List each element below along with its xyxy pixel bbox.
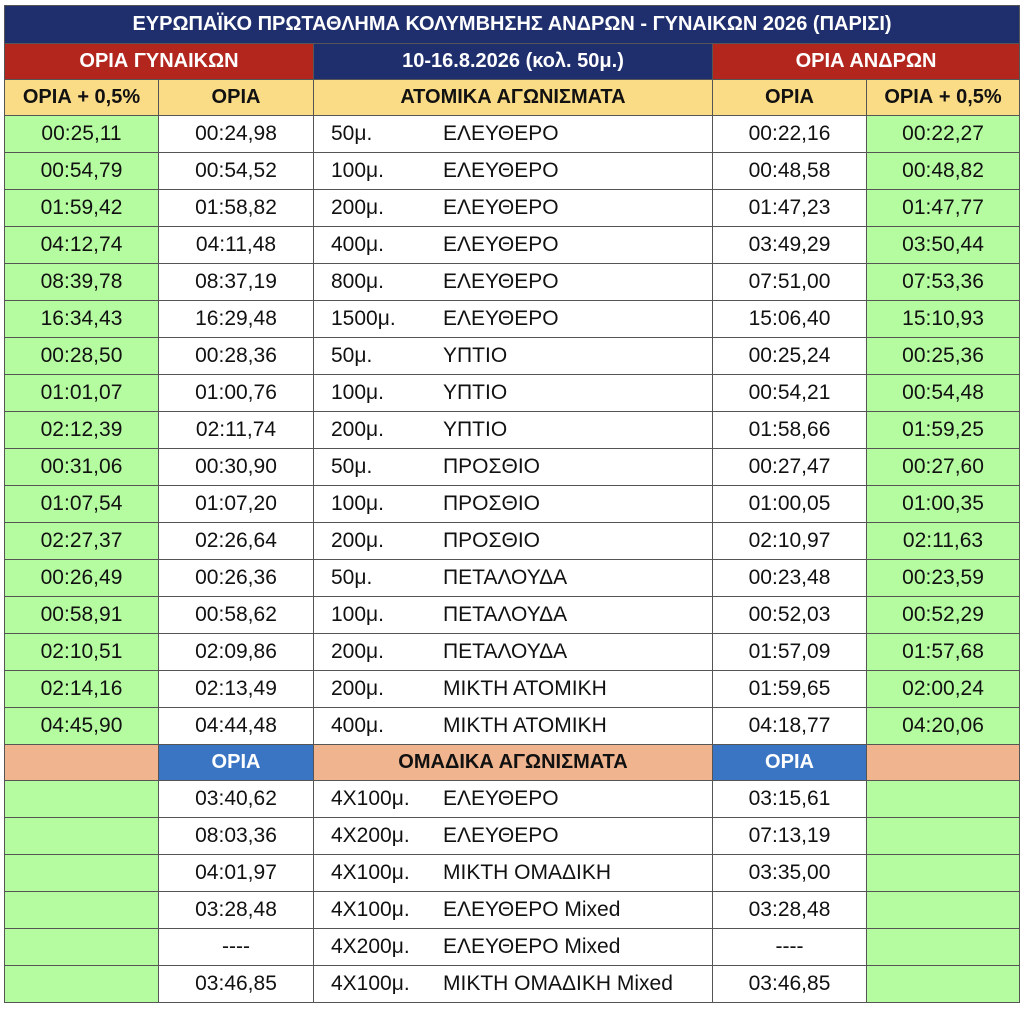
- event-stroke: ΠΡΟΣΘΙΟ: [443, 455, 540, 478]
- event-cell: [314, 190, 713, 227]
- event-cell: [314, 560, 713, 597]
- individual-event-row: [5, 338, 1020, 375]
- men-limit-time: 00:48,58: [713, 153, 867, 190]
- qualifying-times-table: [4, 5, 1020, 1003]
- men-limit-time: 00:27,47: [713, 449, 867, 486]
- men-limit-time: 01:58,66: [713, 412, 867, 449]
- women-limit-header: ΟΡΙΑ: [159, 80, 314, 116]
- event-cell: [314, 892, 713, 929]
- title-row: [5, 6, 1020, 44]
- event-cell: [314, 597, 713, 634]
- men-limit-time: 01:00,05: [713, 486, 867, 523]
- event-stroke: ΥΠΤΙΟ: [443, 418, 508, 441]
- women-plus-time: 01:01,07: [5, 375, 159, 412]
- event-stroke: ΜΙΚΤΗ ΑΤΟΜΙΚΗ: [443, 677, 607, 700]
- team-women-limit-time: 08:03,36: [159, 818, 314, 855]
- event-distance: 50μ.: [331, 566, 373, 589]
- event-distance: 4Χ200μ.: [331, 935, 410, 958]
- team-blank-cell: [5, 781, 159, 818]
- team-event-row: [5, 966, 1020, 1003]
- column-header-row: [5, 80, 1020, 116]
- team-blank-cell: [867, 929, 1020, 966]
- event-stroke: ΜΙΚΤΗ ΟΜΑΔΙΚΗ Mixed: [443, 972, 673, 995]
- event-stroke: ΜΙΚΤΗ ΑΤΟΜΙΚΗ: [443, 714, 607, 737]
- team-blank-cell: [5, 855, 159, 892]
- championship-title: ΕΥΡΩΠΑΪΚΟ ΠΡΩΤΑΘΛΗΜΑ ΚΟΛΥΜΒΗΣΗΣ ΑΝΔΡΩΝ - ΓΥΝΑΙΚΩΝ 2026 (ΠΑΡΙΣΙ): [5, 6, 1020, 44]
- women-plus-time: 08:39,78: [5, 264, 159, 301]
- men-plus-time: 02:00,24: [867, 671, 1020, 708]
- team-header-row: [5, 745, 1020, 781]
- men-limit-time: 00:52,03: [713, 597, 867, 634]
- women-plus-time: 00:26,49: [5, 560, 159, 597]
- event-distance: 200μ.: [331, 677, 384, 700]
- individual-events-header: ΑΤΟΜΙΚΑ ΑΓΩΝΙΣΜΑΤΑ: [314, 80, 713, 116]
- event-cell: [314, 116, 713, 153]
- event-distance: 1500μ.: [331, 307, 396, 330]
- team-blank-cell: [867, 892, 1020, 929]
- event-cell: [314, 929, 713, 966]
- event-stroke: ΕΛΕΥΘΕΡΟ: [443, 196, 559, 219]
- men-limit-time: 00:25,24: [713, 338, 867, 375]
- individual-event-row: [5, 375, 1020, 412]
- men-plus-time: 04:20,06: [867, 708, 1020, 745]
- men-plus-time: 00:25,36: [867, 338, 1020, 375]
- men-limit-time: 02:10,97: [713, 523, 867, 560]
- individual-event-row: [5, 227, 1020, 264]
- women-limit-time: 08:37,19: [159, 264, 314, 301]
- team-men-limit-time: 03:46,85: [713, 966, 867, 1003]
- event-distance: 4Χ100μ.: [331, 861, 410, 884]
- event-cell: [314, 781, 713, 818]
- team-women-limit-time: 03:40,62: [159, 781, 314, 818]
- team-blank-cell: [5, 966, 159, 1003]
- event-distance: 200μ.: [331, 196, 384, 219]
- women-limit-time: 00:26,36: [159, 560, 314, 597]
- event-distance: 100μ.: [331, 603, 384, 626]
- event-cell: [314, 264, 713, 301]
- event-distance: 100μ.: [331, 159, 384, 182]
- team-men-limit-header: ΟΡΙΑ: [713, 745, 867, 781]
- women-plus-time: 02:27,37: [5, 523, 159, 560]
- men-plus-time: 00:48,82: [867, 153, 1020, 190]
- men-limit-time: 00:54,21: [713, 375, 867, 412]
- women-plus-time: 00:31,06: [5, 449, 159, 486]
- team-women-limit-header: ΟΡΙΑ: [159, 745, 314, 781]
- team-event-row: [5, 781, 1020, 818]
- women-limit-time: 02:11,74: [159, 412, 314, 449]
- individual-event-row: [5, 190, 1020, 227]
- women-limit-time: 01:00,76: [159, 375, 314, 412]
- men-limits-header: ΟΡΙΑ ΑΝΔΡΩΝ: [713, 44, 1020, 80]
- event-stroke: ΠΕΤΑΛΟΥΔΑ: [443, 566, 568, 589]
- event-cell: [314, 634, 713, 671]
- team-event-row: [5, 929, 1020, 966]
- team-blank-cell: [867, 855, 1020, 892]
- event-distance: 4Χ100μ.: [331, 787, 410, 810]
- team-women-limit-time: ----: [159, 929, 314, 966]
- men-plus-time: 03:50,44: [867, 227, 1020, 264]
- team-blank-cell: [867, 818, 1020, 855]
- women-limit-time: 02:13,49: [159, 671, 314, 708]
- men-limit-time: 01:47,23: [713, 190, 867, 227]
- individual-event-row: [5, 449, 1020, 486]
- event-stroke: ΠΡΟΣΘΙΟ: [443, 529, 540, 552]
- event-distance: 4Χ100μ.: [331, 972, 410, 995]
- event-cell: [314, 301, 713, 338]
- men-plus-time: 01:57,68: [867, 634, 1020, 671]
- team-men-limit-time: 07:13,19: [713, 818, 867, 855]
- event-distance: 200μ.: [331, 418, 384, 441]
- qualifying-times-sheet: [4, 5, 1019, 1003]
- event-stroke: ΠΕΤΑΛΟΥΔΑ: [443, 640, 568, 663]
- women-limit-time: 01:07,20: [159, 486, 314, 523]
- event-stroke: ΜΙΚΤΗ ΟΜΑΔΙΚΗ: [443, 861, 612, 884]
- event-stroke: ΕΛΕΥΘΕΡΟ: [443, 159, 559, 182]
- women-limit-time: 00:54,52: [159, 153, 314, 190]
- event-stroke: ΕΛΕΥΘΕΡΟ: [443, 824, 559, 847]
- event-distance: 50μ.: [331, 122, 373, 145]
- women-limits-header: ΟΡΙΑ ΓΥΝΑΙΚΩΝ: [5, 44, 314, 80]
- team-men-limit-time: ----: [713, 929, 867, 966]
- event-distance: 200μ.: [331, 529, 384, 552]
- individual-event-row: [5, 301, 1020, 338]
- women-plus-time: 04:12,74: [5, 227, 159, 264]
- event-cell: [314, 818, 713, 855]
- individual-event-row: [5, 671, 1020, 708]
- team-women-limit-time: 03:28,48: [159, 892, 314, 929]
- women-plus-time: 16:34,43: [5, 301, 159, 338]
- team-blank-cell: [867, 966, 1020, 1003]
- women-plus-time: 00:58,91: [5, 597, 159, 634]
- event-stroke: ΕΛΕΥΘΕΡΟ: [443, 307, 559, 330]
- event-stroke: ΕΛΕΥΘΕΡΟ Mixed: [443, 935, 621, 958]
- women-plus-time: 01:59,42: [5, 190, 159, 227]
- women-limit-time: 02:26,64: [159, 523, 314, 560]
- team-women-limit-time: 04:01,97: [159, 855, 314, 892]
- individual-event-row: [5, 264, 1020, 301]
- men-limit-time: 01:57,09: [713, 634, 867, 671]
- individual-event-row: [5, 634, 1020, 671]
- men-limit-time: 00:23,48: [713, 560, 867, 597]
- women-limit-time: 01:58,82: [159, 190, 314, 227]
- women-plus-time: 02:12,39: [5, 412, 159, 449]
- event-distance: 4Χ200μ.: [331, 824, 410, 847]
- team-event-row: [5, 892, 1020, 929]
- event-distance: 200μ.: [331, 640, 384, 663]
- event-cell: [314, 523, 713, 560]
- event-stroke: ΠΕΤΑΛΟΥΔΑ: [443, 603, 568, 626]
- event-cell: [314, 966, 713, 1003]
- team-header-blank: [867, 745, 1020, 781]
- team-blank-cell: [5, 892, 159, 929]
- team-event-row: [5, 855, 1020, 892]
- team-blank-cell: [5, 818, 159, 855]
- women-plus-time: 00:25,11: [5, 116, 159, 153]
- men-limit-time: 07:51,00: [713, 264, 867, 301]
- individual-event-row: [5, 597, 1020, 634]
- women-plus-time: 04:45,90: [5, 708, 159, 745]
- men-plus-header: ΟΡΙΑ + 0,5%: [867, 80, 1020, 116]
- women-limit-time: 04:44,48: [159, 708, 314, 745]
- women-limit-time: 16:29,48: [159, 301, 314, 338]
- event-cell: [314, 338, 713, 375]
- women-limit-time: 02:09,86: [159, 634, 314, 671]
- men-limit-time: 04:18,77: [713, 708, 867, 745]
- men-plus-time: 00:27,60: [867, 449, 1020, 486]
- event-stroke: ΥΠΤΙΟ: [443, 381, 508, 404]
- team-blank-cell: [5, 929, 159, 966]
- men-limit-time: 03:49,29: [713, 227, 867, 264]
- women-limit-time: 00:30,90: [159, 449, 314, 486]
- event-cell: [314, 153, 713, 190]
- women-limit-time: 00:24,98: [159, 116, 314, 153]
- event-distance: 100μ.: [331, 492, 384, 515]
- men-limit-header: ΟΡΙΑ: [713, 80, 867, 116]
- event-cell: [314, 375, 713, 412]
- individual-event-row: [5, 153, 1020, 190]
- event-cell: [314, 671, 713, 708]
- men-plus-time: 02:11,63: [867, 523, 1020, 560]
- men-plus-time: 00:22,27: [867, 116, 1020, 153]
- event-stroke: ΕΛΕΥΘΕΡΟ: [443, 787, 559, 810]
- event-cell: [314, 855, 713, 892]
- individual-event-row: [5, 523, 1020, 560]
- event-stroke: ΠΡΟΣΘΙΟ: [443, 492, 540, 515]
- men-plus-time: 01:59,25: [867, 412, 1020, 449]
- event-stroke: ΕΛΕΥΘΕΡΟ: [443, 270, 559, 293]
- men-limit-time: 00:22,16: [713, 116, 867, 153]
- women-limit-time: 00:28,36: [159, 338, 314, 375]
- team-women-limit-time: 03:46,85: [159, 966, 314, 1003]
- men-limit-time: 01:59,65: [713, 671, 867, 708]
- event-stroke: ΕΛΕΥΘΕΡΟ: [443, 122, 559, 145]
- men-plus-time: 01:47,77: [867, 190, 1020, 227]
- team-men-limit-time: 03:35,00: [713, 855, 867, 892]
- team-blank-cell: [867, 781, 1020, 818]
- women-plus-time: 01:07,54: [5, 486, 159, 523]
- event-distance: 100μ.: [331, 381, 384, 404]
- event-cell: [314, 708, 713, 745]
- team-men-limit-time: 03:15,61: [713, 781, 867, 818]
- men-limit-time: 15:06,40: [713, 301, 867, 338]
- event-distance: 50μ.: [331, 344, 373, 367]
- event-distance: 4Χ100μ.: [331, 898, 410, 921]
- event-cell: [314, 486, 713, 523]
- team-event-row: [5, 818, 1020, 855]
- women-limit-time: 04:11,48: [159, 227, 314, 264]
- event-cell: [314, 227, 713, 264]
- men-plus-time: 00:54,48: [867, 375, 1020, 412]
- individual-event-row: [5, 412, 1020, 449]
- event-cell: [314, 449, 713, 486]
- women-plus-time: 02:10,51: [5, 634, 159, 671]
- men-plus-time: 00:52,29: [867, 597, 1020, 634]
- event-distance: 50μ.: [331, 455, 373, 478]
- section-header-row: [5, 44, 1020, 80]
- men-plus-time: 15:10,93: [867, 301, 1020, 338]
- individual-event-row: [5, 708, 1020, 745]
- men-plus-time: 01:00,35: [867, 486, 1020, 523]
- team-men-limit-time: 03:28,48: [713, 892, 867, 929]
- event-distance: 400μ.: [331, 233, 384, 256]
- individual-event-row: [5, 560, 1020, 597]
- event-stroke: ΥΠΤΙΟ: [443, 344, 508, 367]
- event-distance: 800μ.: [331, 270, 384, 293]
- event-cell: [314, 412, 713, 449]
- men-plus-time: 07:53,36: [867, 264, 1020, 301]
- women-plus-time: 02:14,16: [5, 671, 159, 708]
- team-events-header: ΟΜΑΔΙΚΑ ΑΓΩΝΙΣΜΑΤΑ: [314, 745, 713, 781]
- championship-dates: 10-16.8.2026 (κολ. 50μ.): [314, 44, 713, 80]
- event-stroke: ΕΛΕΥΘΕΡΟ Mixed: [443, 898, 621, 921]
- women-plus-time: 00:54,79: [5, 153, 159, 190]
- women-limit-time: 00:58,62: [159, 597, 314, 634]
- individual-event-row: [5, 486, 1020, 523]
- event-distance: 400μ.: [331, 714, 384, 737]
- individual-event-row: [5, 116, 1020, 153]
- men-plus-time: 00:23,59: [867, 560, 1020, 597]
- women-plus-header: ΟΡΙΑ + 0,5%: [5, 80, 159, 116]
- team-header-blank: [5, 745, 159, 781]
- event-stroke: ΕΛΕΥΘΕΡΟ: [443, 233, 559, 256]
- women-plus-time: 00:28,50: [5, 338, 159, 375]
